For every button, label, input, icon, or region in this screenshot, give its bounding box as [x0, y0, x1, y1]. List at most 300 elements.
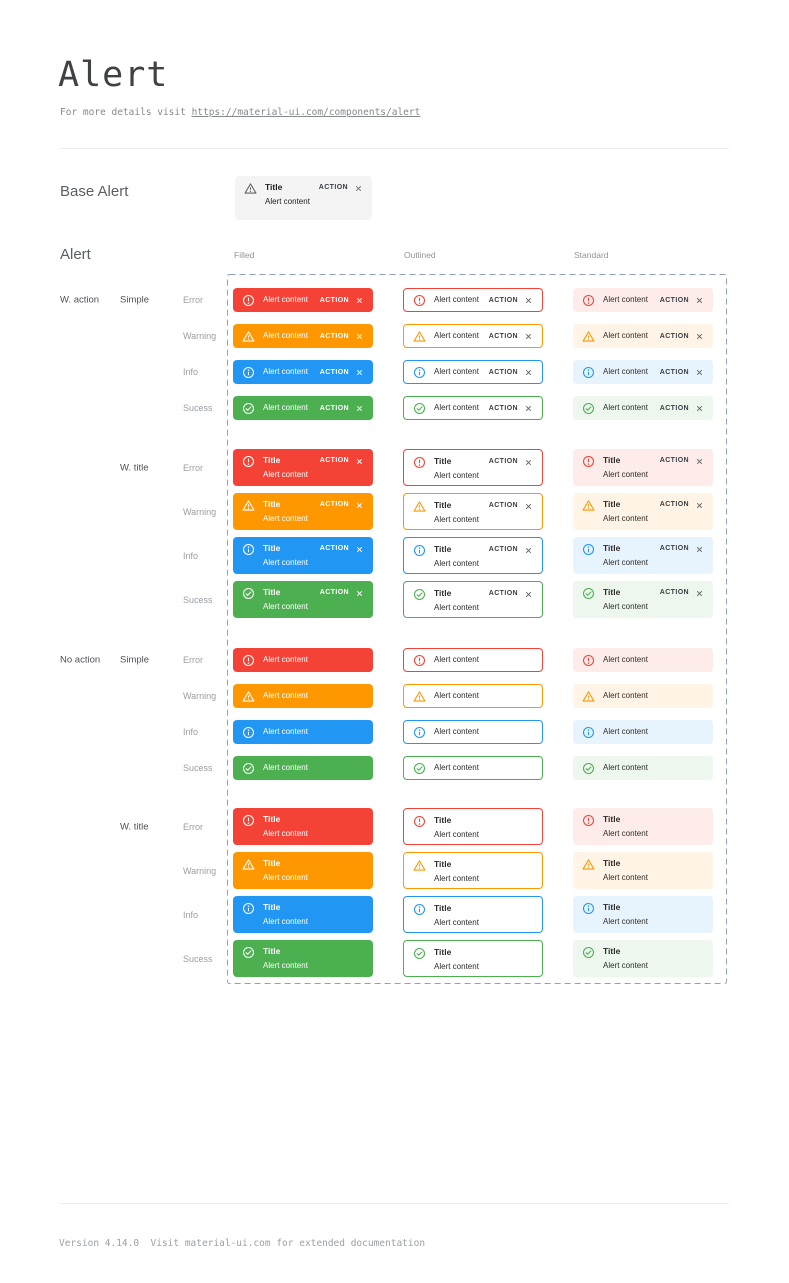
alert-title: Title: [263, 455, 281, 465]
alert-content: Alert content: [603, 727, 648, 736]
info-icon: [242, 902, 255, 915]
alert-content: Alert content: [603, 558, 648, 567]
alert-standard-sucess-titled: [573, 940, 713, 977]
close-icon[interactable]: [695, 332, 704, 341]
close-icon[interactable]: [524, 458, 533, 467]
severity-label-error: Error: [183, 821, 203, 832]
close-icon[interactable]: [524, 296, 533, 305]
alert-standard-warning-action: [573, 324, 713, 348]
alert-outlined-error: [403, 648, 543, 672]
alert-content: Alert content: [263, 691, 308, 700]
error-outline-icon: [582, 654, 595, 667]
alert-filled-sucess-titled-action: [233, 581, 373, 618]
alert-body: [434, 655, 533, 665]
alert-body: [434, 727, 533, 737]
alert-body: [603, 858, 704, 883]
alert-outlined-info-action: [403, 360, 543, 384]
alert-filled-info-titled: [233, 896, 373, 933]
style-label-simple: Simple: [120, 654, 150, 666]
close-icon[interactable]: [355, 457, 364, 466]
warning-icon: [582, 499, 595, 512]
warning-icon: [244, 182, 257, 195]
alert-standard-warning-titled-action: [573, 493, 713, 530]
close-icon[interactable]: [524, 368, 533, 377]
subtitle-text: For more details visit: [60, 107, 192, 118]
close-icon[interactable]: [355, 589, 364, 598]
alert-outlined-info-titled: [403, 896, 543, 933]
close-icon[interactable]: [695, 545, 704, 554]
alert-body: [263, 331, 316, 341]
alert-title: Title: [434, 544, 452, 554]
close-icon[interactable]: [695, 501, 704, 510]
alert-body: [603, 295, 656, 305]
alert-body: [263, 295, 316, 305]
alert-content: Alert content: [263, 655, 308, 664]
error-outline-icon: [242, 814, 255, 827]
alert-body: [263, 403, 316, 413]
alert-body: [434, 544, 485, 569]
alert-body: [263, 727, 364, 737]
alert-content: Alert content: [263, 873, 308, 882]
alert-filled-error-action: [233, 288, 373, 312]
action-button[interactable]: ACTION: [488, 296, 518, 304]
alert-title: Title: [265, 182, 283, 192]
action-button[interactable]: ACTION: [318, 184, 348, 191]
info-icon: [413, 544, 426, 557]
alert-body: [434, 691, 533, 701]
alert-standard-error-action: [573, 288, 713, 312]
action-button[interactable]: ACTION: [659, 332, 689, 340]
alert-content: Alert content: [434, 471, 479, 480]
alert-filled-warning-action: [233, 324, 373, 348]
severity-label-sucess: Sucess: [183, 403, 213, 413]
warning-icon: [413, 500, 426, 513]
alert-content: Alert content: [263, 763, 308, 772]
check-circle-icon: [582, 762, 595, 775]
error-outline-icon: [413, 815, 426, 828]
alert-body: [434, 859, 533, 884]
close-icon[interactable]: [524, 546, 533, 555]
alert-body: [263, 763, 364, 773]
alert-filled-error-titled-action: [233, 449, 373, 486]
subtitle-link[interactable]: https://material-ui.com/components/alert: [191, 107, 421, 118]
alert-content: Alert content: [603, 403, 648, 412]
alert-content: Alert content: [434, 403, 479, 412]
check-circle-icon: [582, 587, 595, 600]
action-button[interactable]: ACTION: [659, 296, 689, 304]
alert-content: Alert content: [603, 763, 648, 772]
alert-outlined-sucess-action: [403, 396, 543, 420]
check-circle-icon: [413, 588, 426, 601]
alert-filled-error-titled: [233, 808, 373, 845]
alert-content: Alert content: [263, 331, 308, 340]
alert-body: [434, 500, 485, 525]
warning-icon: [242, 499, 255, 512]
alert-title: Title: [603, 499, 621, 509]
alert-body: [603, 403, 656, 413]
error-outline-icon: [582, 294, 595, 307]
action-button[interactable]: ACTION: [319, 404, 349, 412]
warning-icon: [413, 859, 426, 872]
check-circle-icon: [242, 762, 255, 775]
alert-content: Alert content: [263, 602, 308, 611]
check-circle-icon: [582, 402, 595, 415]
alert-content: Alert content: [263, 558, 308, 567]
severity-label-info: Info: [183, 367, 199, 377]
alert-content: Alert content: [603, 602, 648, 611]
alert-body: [603, 587, 656, 612]
check-circle-icon: [413, 947, 426, 960]
action-button[interactable]: ACTION: [488, 404, 518, 412]
severity-label-error: Error: [183, 462, 203, 473]
alert-title: Title: [603, 455, 621, 465]
close-icon[interactable]: [695, 589, 704, 598]
check-circle-icon: [242, 587, 255, 600]
info-icon: [413, 903, 426, 916]
alert-content: Alert content: [434, 367, 479, 376]
info-icon: [413, 366, 426, 379]
alert-content: Alert content: [603, 961, 648, 970]
alert-content: Alert content: [434, 515, 479, 524]
close-icon[interactable]: [695, 368, 704, 377]
alert-body: [603, 814, 704, 839]
alert-content: Alert content: [434, 727, 479, 736]
alert-content: Alert content: [263, 403, 308, 412]
info-icon: [582, 543, 595, 556]
alert-content: Alert content: [434, 830, 479, 839]
info-icon: [582, 726, 595, 739]
action-button[interactable]: ACTION: [488, 502, 518, 509]
style-label-simple: Simple: [120, 294, 150, 306]
alert-standard-error-titled: [573, 808, 713, 845]
alert-standard-info-titled-action: [573, 537, 713, 574]
action-button[interactable]: ACTION: [319, 368, 349, 376]
alert-content: Alert content: [434, 655, 479, 664]
base-alert-heading: Base Alert: [60, 183, 129, 200]
alert-body: [263, 691, 364, 701]
alert-body: [603, 946, 704, 971]
check-circle-icon: [242, 946, 255, 959]
alert-content: Alert content: [434, 691, 479, 700]
alert-standard-error-titled-action: [573, 449, 713, 486]
alert-filled-warning-titled: [233, 852, 373, 889]
error-outline-icon: [242, 455, 255, 468]
close-icon[interactable]: [695, 404, 704, 413]
alert-standard-sucess-action: [573, 396, 713, 420]
grid-heading: Alert: [60, 246, 91, 263]
severity-label-warning: Warning: [183, 331, 217, 341]
alert-content: Alert content: [434, 295, 479, 304]
alert-body: [263, 455, 316, 480]
alert-content: Alert content: [603, 917, 648, 926]
alert-body: [603, 367, 656, 377]
alert-body: [263, 367, 316, 377]
close-icon[interactable]: [524, 590, 533, 599]
alert-filled-info: [233, 720, 373, 744]
alert-filled-info-titled-action: [233, 537, 373, 574]
close-icon[interactable]: [355, 404, 364, 413]
error-outline-icon: [413, 456, 426, 469]
alert-content: Alert content: [434, 559, 479, 568]
warning-icon: [413, 690, 426, 703]
base-alert: [235, 176, 372, 220]
info-icon: [242, 726, 255, 739]
alert-body: [603, 499, 656, 524]
group-label-no-action: No action: [60, 654, 101, 666]
action-button[interactable]: ACTION: [319, 296, 349, 304]
alert-body: [263, 814, 364, 839]
alert-title: Title: [603, 902, 621, 912]
alert-body: [603, 691, 704, 701]
alert-filled-sucess-titled: [233, 940, 373, 977]
alert-body: [265, 182, 315, 207]
alert-title: Title: [434, 588, 452, 598]
check-circle-icon: [413, 762, 426, 775]
alert-content: Alert content: [263, 514, 308, 523]
info-icon: [413, 726, 426, 739]
alert-title: Title: [434, 456, 452, 466]
alert-content: Alert content: [263, 829, 308, 838]
severity-label-error: Error: [183, 655, 203, 665]
alert-title: Title: [434, 859, 452, 869]
alert-title: Title: [263, 858, 281, 868]
alert-body: [263, 499, 316, 524]
error-outline-icon: [582, 814, 595, 827]
alert-body: [603, 543, 656, 568]
column-header-standard: Standard: [574, 250, 609, 260]
alert-body: [434, 456, 485, 481]
alert-title: Title: [434, 500, 452, 510]
alert-content: Alert content: [265, 197, 310, 206]
warning-icon: [582, 858, 595, 871]
warning-icon: [242, 690, 255, 703]
alert-body: [434, 403, 485, 413]
info-icon: [242, 543, 255, 556]
alert-content: Alert content: [434, 331, 479, 340]
error-outline-icon: [582, 455, 595, 468]
alert-title: Title: [263, 814, 281, 824]
alert-content: Alert content: [263, 470, 308, 479]
alert-outlined-sucess: [403, 756, 543, 780]
alert-title: Title: [603, 946, 621, 956]
style-label-w-title: W. title: [120, 462, 149, 473]
header-divider: [60, 148, 729, 149]
close-icon[interactable]: [355, 332, 364, 341]
alert-title: Title: [603, 587, 621, 597]
column-header-outlined: Outlined: [404, 250, 436, 260]
action-button[interactable]: ACTION: [659, 457, 689, 464]
severity-label-warning: Warning: [183, 506, 217, 517]
alert-content: Alert content: [263, 295, 308, 304]
error-outline-icon: [242, 654, 255, 667]
alert-body: [603, 763, 704, 773]
alert-content: Alert content: [603, 331, 648, 340]
alert-body: [434, 588, 485, 613]
alert-body: [603, 902, 704, 927]
alert-body: [434, 763, 533, 773]
alert-title: Title: [263, 946, 281, 956]
alert-standard-info-action: [573, 360, 713, 384]
action-button[interactable]: ACTION: [488, 590, 518, 597]
alert-filled-info-action: [233, 360, 373, 384]
alert-content: Alert content: [263, 727, 308, 736]
alert-body: [434, 947, 533, 972]
alert-title: Title: [603, 814, 621, 824]
severity-label-info: Info: [183, 727, 199, 737]
alert-body: [603, 455, 656, 480]
severity-label-sucess: Sucess: [183, 953, 213, 964]
alert-content: Alert content: [434, 962, 479, 971]
close-icon[interactable]: [524, 332, 533, 341]
alert-title: Title: [263, 587, 281, 597]
warning-icon: [582, 330, 595, 343]
alert-standard-sucess-titled-action: [573, 581, 713, 618]
close-icon[interactable]: [695, 296, 704, 305]
close-icon[interactable]: [524, 404, 533, 413]
severity-label-info: Info: [183, 550, 199, 561]
page-title: Alert: [58, 55, 169, 95]
alert-content: Alert content: [263, 961, 308, 970]
error-outline-icon: [413, 294, 426, 307]
close-icon[interactable]: [355, 368, 364, 377]
severity-label-warning: Warning: [183, 691, 217, 701]
alert-body: [603, 655, 704, 665]
alert-filled-warning: [233, 684, 373, 708]
action-button[interactable]: ACTION: [488, 368, 518, 376]
alert-outlined-warning-action: [403, 324, 543, 348]
alert-outlined-info: [403, 720, 543, 744]
error-outline-icon: [242, 294, 255, 307]
alert-body: [434, 815, 533, 840]
alert-content: Alert content: [603, 367, 648, 376]
severity-label-sucess: Sucess: [183, 594, 213, 605]
alert-filled-sucess: [233, 756, 373, 780]
alert-standard-sucess: [573, 756, 713, 780]
alert-title: Title: [603, 543, 621, 553]
check-circle-icon: [242, 402, 255, 415]
action-button[interactable]: ACTION: [488, 546, 518, 553]
footer-divider: [60, 1203, 729, 1204]
alert-body: [263, 587, 316, 612]
alert-outlined-warning-titled-action: [403, 493, 543, 530]
alert-outlined-warning-titled: [403, 852, 543, 889]
close-icon[interactable]: [354, 184, 363, 193]
close-icon[interactable]: [355, 545, 364, 554]
action-button[interactable]: ACTION: [319, 501, 349, 508]
alert-content: Alert content: [603, 655, 648, 664]
info-icon: [582, 902, 595, 915]
check-circle-icon: [413, 402, 426, 415]
alert-content: Alert content: [603, 691, 648, 700]
warning-icon: [242, 330, 255, 343]
check-circle-icon: [582, 946, 595, 959]
alert-filled-warning-titled-action: [233, 493, 373, 530]
info-icon: [242, 366, 255, 379]
alert-outlined-error-titled-action: [403, 449, 543, 486]
alert-body: [434, 367, 485, 377]
action-button[interactable]: ACTION: [319, 545, 349, 552]
alert-content: Alert content: [603, 514, 648, 523]
alert-content: Alert content: [434, 874, 479, 883]
action-button[interactable]: ACTION: [659, 501, 689, 508]
action-button[interactable]: ACTION: [488, 332, 518, 340]
alert-body: [263, 946, 364, 971]
alert-body: [263, 543, 316, 568]
alert-outlined-sucess-titled: [403, 940, 543, 977]
close-icon[interactable]: [695, 457, 704, 466]
alert-standard-info: [573, 720, 713, 744]
alert-body: [263, 902, 364, 927]
severity-label-warning: Warning: [183, 865, 217, 876]
subtitle: [60, 107, 420, 118]
warning-icon: [582, 690, 595, 703]
alert-filled-error: [233, 648, 373, 672]
alert-body: [434, 331, 485, 341]
alert-content: Alert content: [603, 873, 648, 882]
warning-icon: [242, 858, 255, 871]
alert-filled-sucess-action: [233, 396, 373, 420]
alert-content: Alert content: [603, 829, 648, 838]
action-button[interactable]: ACTION: [319, 332, 349, 340]
column-header-filled: Filled: [234, 250, 255, 260]
action-button[interactable]: ACTION: [659, 368, 689, 376]
action-button[interactable]: ACTION: [659, 589, 689, 596]
alert-outlined-error-titled: [403, 808, 543, 845]
severity-label-sucess: Sucess: [183, 763, 213, 773]
alert-outlined-info-titled-action: [403, 537, 543, 574]
alert-standard-warning: [573, 684, 713, 708]
alert-content: Alert content: [434, 918, 479, 927]
alert-content: Alert content: [263, 917, 308, 926]
alert-body: [603, 331, 656, 341]
alert-title: Title: [263, 902, 281, 912]
alert-standard-warning-titled: [573, 852, 713, 889]
style-label-w-title: W. title: [120, 821, 149, 832]
alert-body: [434, 903, 533, 928]
group-label-w-action: W. action: [60, 294, 100, 306]
alert-outlined-sucess-titled-action: [403, 581, 543, 618]
footer-text: Version 4.14.0 Visit material-ui.com for extended documentation: [59, 1238, 426, 1249]
alert-content: Alert content: [603, 470, 648, 479]
alert-standard-error: [573, 648, 713, 672]
close-icon[interactable]: [355, 296, 364, 305]
alert-title: Title: [263, 543, 281, 553]
alert-content: Alert content: [434, 603, 479, 612]
alert-body: [263, 858, 364, 883]
alert-title: Title: [434, 815, 452, 825]
error-outline-icon: [413, 654, 426, 667]
alert-outlined-error-action: [403, 288, 543, 312]
action-button[interactable]: ACTION: [659, 404, 689, 412]
info-icon: [582, 366, 595, 379]
close-icon[interactable]: [355, 501, 364, 510]
close-icon[interactable]: [524, 502, 533, 511]
alert-outlined-warning: [403, 684, 543, 708]
warning-icon: [413, 330, 426, 343]
alert-body: [263, 655, 364, 665]
alert-title: Title: [603, 858, 621, 868]
alert-content: Alert content: [263, 367, 308, 376]
action-button[interactable]: ACTION: [659, 545, 689, 552]
severity-label-error: Error: [183, 295, 203, 305]
alert-content: Alert content: [603, 295, 648, 304]
action-button[interactable]: ACTION: [319, 589, 349, 596]
alert-title: Title: [434, 947, 452, 957]
action-button[interactable]: ACTION: [319, 457, 349, 464]
action-button[interactable]: ACTION: [488, 458, 518, 465]
alert-title: Title: [434, 903, 452, 913]
severity-label-info: Info: [183, 909, 199, 920]
